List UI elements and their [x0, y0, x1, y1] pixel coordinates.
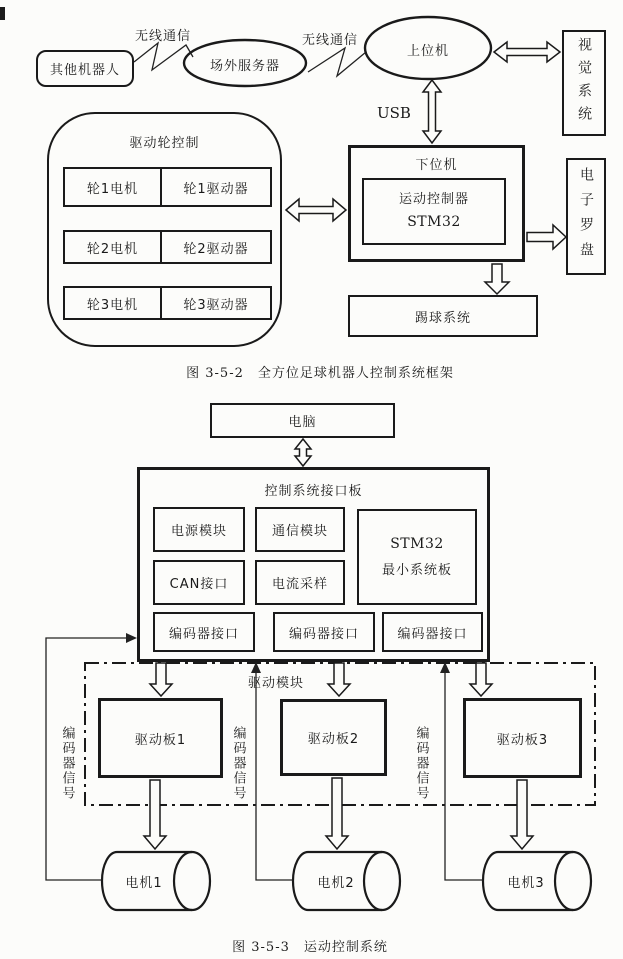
- current-sampling-box: 电流采样: [255, 560, 345, 605]
- encoder-interface-box-2: 编码器接口: [273, 612, 375, 652]
- wheel1-motor-cell: 轮1电机: [65, 169, 162, 205]
- drive-board-box-3: 驱动板3: [463, 698, 582, 778]
- other-robots-box: [36, 50, 134, 87]
- board3-down-arrow: [470, 663, 492, 696]
- stm32-minimal-label: 最小系统板: [381, 563, 452, 578]
- host-vision-double-arrow: [494, 42, 560, 62]
- encoder-signal-label-2: 编码器信号: [230, 725, 246, 801]
- wheel-control-title: 驱动轮控制: [129, 136, 200, 151]
- wheel2-motor-cell: 轮2电机: [65, 232, 162, 262]
- usb-double-arrow: [423, 80, 441, 143]
- stm32-board-box: [357, 509, 477, 605]
- motor-label-2: 电机2: [317, 876, 355, 891]
- drive-board-box-2: 驱动板2: [280, 699, 387, 776]
- scan-artifact: [0, 7, 5, 20]
- motion-controller-label: 运动控制器: [398, 191, 469, 207]
- wheel3-motor-cell: 轮3电机: [65, 288, 162, 318]
- wheel3-row: [63, 286, 272, 320]
- figure1-caption: 图 3-5-2 全方位足球机器人控制系统框架: [186, 366, 454, 381]
- motor2-down-arrow: [326, 778, 348, 849]
- computer-board-double-arrow: [295, 439, 311, 466]
- wheel-lower-double-arrow: [286, 199, 346, 221]
- interface-board-title: 控制系统接口板: [264, 484, 363, 499]
- comm-module-box: 通信模块: [255, 507, 345, 552]
- kick-arrow: [485, 264, 509, 294]
- wireless-label-1: 无线通信: [134, 29, 191, 44]
- motor-label-1: 电机1: [125, 876, 163, 891]
- server-label: 场外服务器: [209, 59, 280, 74]
- board1-down-arrow: [150, 663, 172, 696]
- wireless-zigzag-2: [308, 48, 366, 76]
- wheel3-driver-cell: 轮3驱动器: [183, 297, 249, 313]
- host-label: 上位机: [406, 44, 449, 59]
- encoder-interface-box-3: 编码器接口: [382, 612, 483, 652]
- usb-label: USB: [377, 104, 411, 122]
- drive-module-label: 驱动模块: [247, 676, 304, 691]
- motor-label-3: 电机3: [507, 876, 545, 891]
- compass-arrow: [527, 225, 566, 249]
- board2-down-arrow: [328, 663, 350, 696]
- motor3-down-arrow: [511, 780, 533, 849]
- wheel2-row: [63, 230, 272, 264]
- lower-machine-label: 下位机: [415, 158, 458, 173]
- computer-box: 电脑: [210, 403, 395, 438]
- motion-controller-box: [362, 178, 506, 245]
- wheel1-row: [63, 167, 272, 207]
- kick-system-box: 踢球系统: [348, 295, 538, 337]
- compass-box: 电子罗盘: [566, 158, 606, 275]
- other-robots-label: 其他机器人: [49, 63, 120, 78]
- encoder-signal-label-3: 编码器信号: [413, 725, 429, 801]
- wheel1-driver-cell: 轮1驱动器: [183, 181, 249, 197]
- drive-board-box-1: 驱动板1: [98, 698, 223, 778]
- vision-system-box: 视觉系统: [562, 30, 606, 136]
- wheel2-driver-cell: 轮2驱动器: [183, 241, 249, 257]
- stm32-label: STM32: [390, 536, 444, 552]
- motion-controller-stm32-label: STM32: [407, 213, 461, 230]
- wireless-label-2: 无线通信: [301, 33, 358, 48]
- encoder-interface-box-1: 编码器接口: [153, 612, 255, 652]
- motor1-down-arrow: [144, 780, 166, 849]
- power-module-box: 电源模块: [153, 507, 245, 552]
- figure2-caption: 图 3-5-3 运动控制系统: [232, 940, 388, 955]
- can-interface-box: CAN接口: [153, 560, 245, 605]
- encoder-signal-label-1: 编码器信号: [59, 725, 75, 801]
